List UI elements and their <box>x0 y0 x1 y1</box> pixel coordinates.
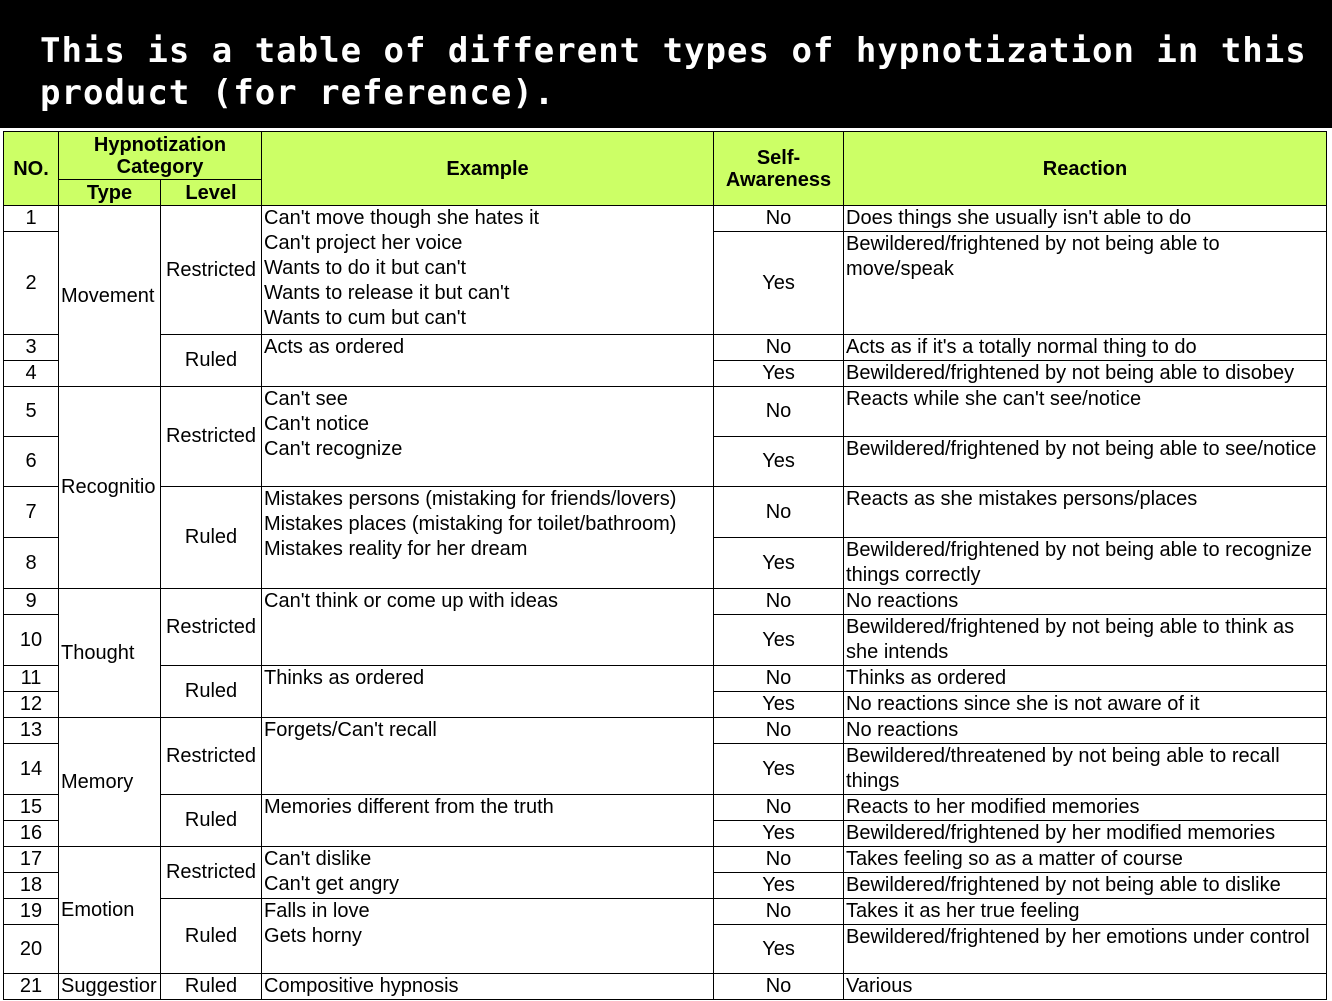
example-cell: Can't see Can't notice Can't recognize <box>262 387 714 487</box>
row-number: 5 <box>4 387 59 437</box>
row-number: 9 <box>4 589 59 615</box>
example-cell: Can't move though she hates it Can't project her voice Wants to do it but can't Wants to release it but can't Wants to cum but can't <box>262 206 714 335</box>
awareness-cell: Yes <box>714 925 844 974</box>
awareness-cell: No <box>714 589 844 615</box>
row-number: 21 <box>4 974 59 1000</box>
row-number: 15 <box>4 795 59 821</box>
row-number: 10 <box>4 615 59 666</box>
awareness-cell: Yes <box>714 437 844 487</box>
level-cell: Restricted <box>161 589 262 666</box>
awareness-cell: Yes <box>714 615 844 666</box>
reaction-cell: Bewildered/frightened by not being able to move/speak <box>844 232 1327 335</box>
row-number: 3 <box>4 335 59 361</box>
reaction-cell: Thinks as ordered <box>844 666 1327 692</box>
hypnotization-table <box>3 131 1327 1000</box>
row-number: 1 <box>4 206 59 232</box>
row-number: 4 <box>4 361 59 387</box>
level-cell: Restricted <box>161 387 262 487</box>
reaction-cell: Acts as if it's a totally normal thing to do <box>844 335 1327 361</box>
header-type: Type <box>59 180 161 206</box>
example-cell: Memories different from the truth <box>262 795 714 847</box>
row-number: 6 <box>4 437 59 487</box>
header-level: Level <box>161 180 262 206</box>
reaction-cell: Various <box>844 974 1327 1000</box>
row-number: 20 <box>4 925 59 974</box>
reaction-cell: Bewildered/frightened by not being able to disobey <box>844 361 1327 387</box>
level-cell: Ruled <box>161 795 262 847</box>
reaction-cell: Reacts to her modified memories <box>844 795 1327 821</box>
row-number: 2 <box>4 232 59 335</box>
awareness-cell: Yes <box>714 538 844 589</box>
reaction-cell: Takes feeling so as a matter of course <box>844 847 1327 873</box>
level-cell: Restricted <box>161 718 262 795</box>
example-cell: Can't dislike Can't get angry <box>262 847 714 899</box>
awareness-cell: Yes <box>714 873 844 899</box>
example-cell: Thinks as ordered <box>262 666 714 718</box>
type-cell: Thought <box>59 589 161 718</box>
level-cell: Ruled <box>161 899 262 974</box>
reaction-cell: Reacts as she mistakes persons/places <box>844 487 1327 538</box>
example-cell: Acts as ordered <box>262 335 714 387</box>
level-cell: Ruled <box>161 974 262 1000</box>
reaction-cell: Bewildered/frightened by not being able to recognize things correctly <box>844 538 1327 589</box>
example-cell: Compositive hypnosis <box>262 974 714 1000</box>
reaction-cell: Bewildered/frightened by not being able to think as she intends <box>844 615 1327 666</box>
reaction-cell: Bewildered/frightened by not being able to see/notice <box>844 437 1327 487</box>
reaction-cell: No reactions since she is not aware of it <box>844 692 1327 718</box>
row-number: 18 <box>4 873 59 899</box>
awareness-cell: No <box>714 974 844 1000</box>
row-number: 7 <box>4 487 59 538</box>
awareness-cell: Yes <box>714 361 844 387</box>
reaction-cell: No reactions <box>844 589 1327 615</box>
title-banner <box>0 0 1332 128</box>
level-cell: Restricted <box>161 206 262 335</box>
type-cell: Emotion <box>59 847 161 974</box>
reaction-cell: Does things she usually isn't able to do <box>844 206 1327 232</box>
awareness-cell: No <box>714 335 844 361</box>
row-number: 14 <box>4 744 59 795</box>
header-category: Hypnotization Category <box>59 132 262 180</box>
example-cell: Forgets/Can't recall <box>262 718 714 795</box>
reaction-cell: Reacts while she can't see/notice <box>844 387 1327 437</box>
type-cell: Movement <box>59 206 161 387</box>
awareness-cell: Yes <box>714 692 844 718</box>
type-cell: Memory <box>59 718 161 847</box>
example-cell: Falls in love Gets horny <box>262 899 714 974</box>
reaction-cell: Takes it as her true feeling <box>844 899 1327 925</box>
level-cell: Ruled <box>161 666 262 718</box>
awareness-cell: No <box>714 847 844 873</box>
level-cell: Ruled <box>161 335 262 387</box>
row-number: 17 <box>4 847 59 873</box>
awareness-cell: No <box>714 387 844 437</box>
awareness-cell: Yes <box>714 821 844 847</box>
header-example: Example <box>262 132 714 206</box>
awareness-cell: No <box>714 899 844 925</box>
type-cell: Suggestior <box>59 974 161 1000</box>
level-cell: Ruled <box>161 487 262 589</box>
type-cell: Recognitio <box>59 387 161 589</box>
row-number: 8 <box>4 538 59 589</box>
level-cell: Restricted <box>161 847 262 899</box>
banner-title: This is a table of different types of hypnotization in this product (for reference). <box>40 31 1329 113</box>
header-reaction: Reaction <box>844 132 1327 206</box>
row-number: 12 <box>4 692 59 718</box>
reaction-cell: Bewildered/threatened by not being able to recall things <box>844 744 1327 795</box>
awareness-cell: No <box>714 718 844 744</box>
example-cell: Can't think or come up with ideas <box>262 589 714 666</box>
example-cell: Mistakes persons (mistaking for friends/lovers) Mistakes places (mistaking for toilet/bathroom) Mistakes reality for her dream <box>262 487 714 589</box>
header-self-awareness: Self-Awareness <box>714 132 844 206</box>
awareness-cell: No <box>714 206 844 232</box>
awareness-cell: Yes <box>714 744 844 795</box>
reaction-cell: Bewildered/frightened by her modified memories <box>844 821 1327 847</box>
row-number: 13 <box>4 718 59 744</box>
row-number: 16 <box>4 821 59 847</box>
row-number: 19 <box>4 899 59 925</box>
reaction-cell: Bewildered/frightened by not being able to dislike <box>844 873 1327 899</box>
row-number: 11 <box>4 666 59 692</box>
header-no: NO. <box>4 132 59 206</box>
reaction-cell: No reactions <box>844 718 1327 744</box>
awareness-cell: No <box>714 795 844 821</box>
awareness-cell: Yes <box>714 232 844 335</box>
reaction-cell: Bewildered/frightened by her emotions under control <box>844 925 1327 974</box>
awareness-cell: No <box>714 666 844 692</box>
awareness-cell: No <box>714 487 844 538</box>
